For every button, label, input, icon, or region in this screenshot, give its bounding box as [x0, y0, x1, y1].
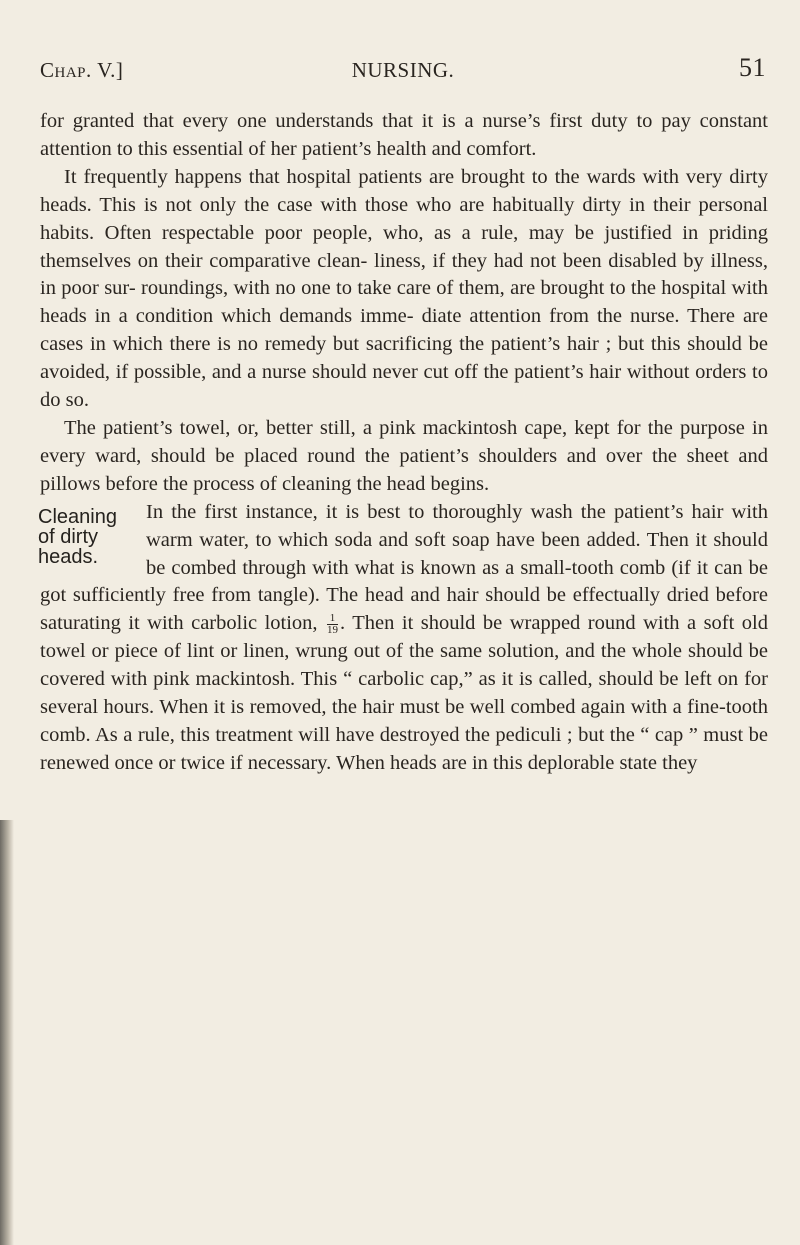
- page-number: 51: [739, 53, 766, 82]
- sidenote-line: heads.: [38, 545, 99, 568]
- paragraph-dirty-heads: It frequently happens that hospital patients are brought to the wards with very dirty heads. This is not only the case with those who are habitually dirty in their personal habits. Often respectable poor people, who, as a rule, may be justified in priding themselves on their comparative clean- liness, if they had not been disabled by illness, in poor sur- roundings, with no one to take care of them, are brought to the hospital with heads in a condition which demands imme- diate attention from the nurse. There are cases in which there is no remedy but sacrificing the patient’s hair ; but this should be avoided, if possible, and a nurse should never cut off the patient’s hair without orders to do so.: [40, 165, 768, 412]
- margin-sidenote: [38, 507, 138, 567]
- fraction-numerator: 1: [327, 613, 338, 625]
- paragraph-towel: The patient’s towel, or, better still, a pink mackintosh cape, kept for the purpose in every ward, should be placed round the patient’s shoulders and over the sheet and pillows before the process of cleaning the head begins.: [40, 416, 768, 495]
- paragraph-continued: for granted that every one understands that it is a nurse’s first duty to pay constant attention to this essential of her patient’s health and comfort.: [40, 110, 768, 160]
- running-title: NURSING.: [351, 58, 455, 82]
- binding-shadow: [0, 820, 14, 1245]
- paragraph-cleaning: [40, 499, 768, 778]
- sidenote-line: of dirty: [38, 525, 99, 548]
- sidenote-line: Cleaning: [38, 505, 117, 528]
- chapter-label: Chap. V.]: [40, 58, 124, 82]
- body-text: [40, 108, 768, 778]
- running-header: [40, 53, 766, 94]
- paragraph-cleaning-text-continued: . Then it should be wrapped round with a soft old towel or piece of lint or linen, wrung out of the same solution, and the whole should be covered with pink mackintosh. This “ carbolic cap,” as it is called, should be left on for several hours. When it is removed, the hair must be well combed again with a fine-tooth comb. As a rule, this treatment will have destroyed the pediculi ; but the “ cap ” must be renewed once or twice if necessary. When heads are in this deplorable state they: [40, 612, 769, 774]
- fraction-denominator: 19: [327, 624, 339, 637]
- paragraph-cleaning-text: In the first instance, it is best to thoroughly wash the patient’s hair with warm water, to which soda and soft soap have been added. Then it should be combed through with what is known as a small-tooth comb (if it can be got sufficiently free from tangle). The head and hair should be effectually dried before saturating it with carbolic lotion,: [40, 500, 768, 635]
- fraction: [327, 613, 338, 636]
